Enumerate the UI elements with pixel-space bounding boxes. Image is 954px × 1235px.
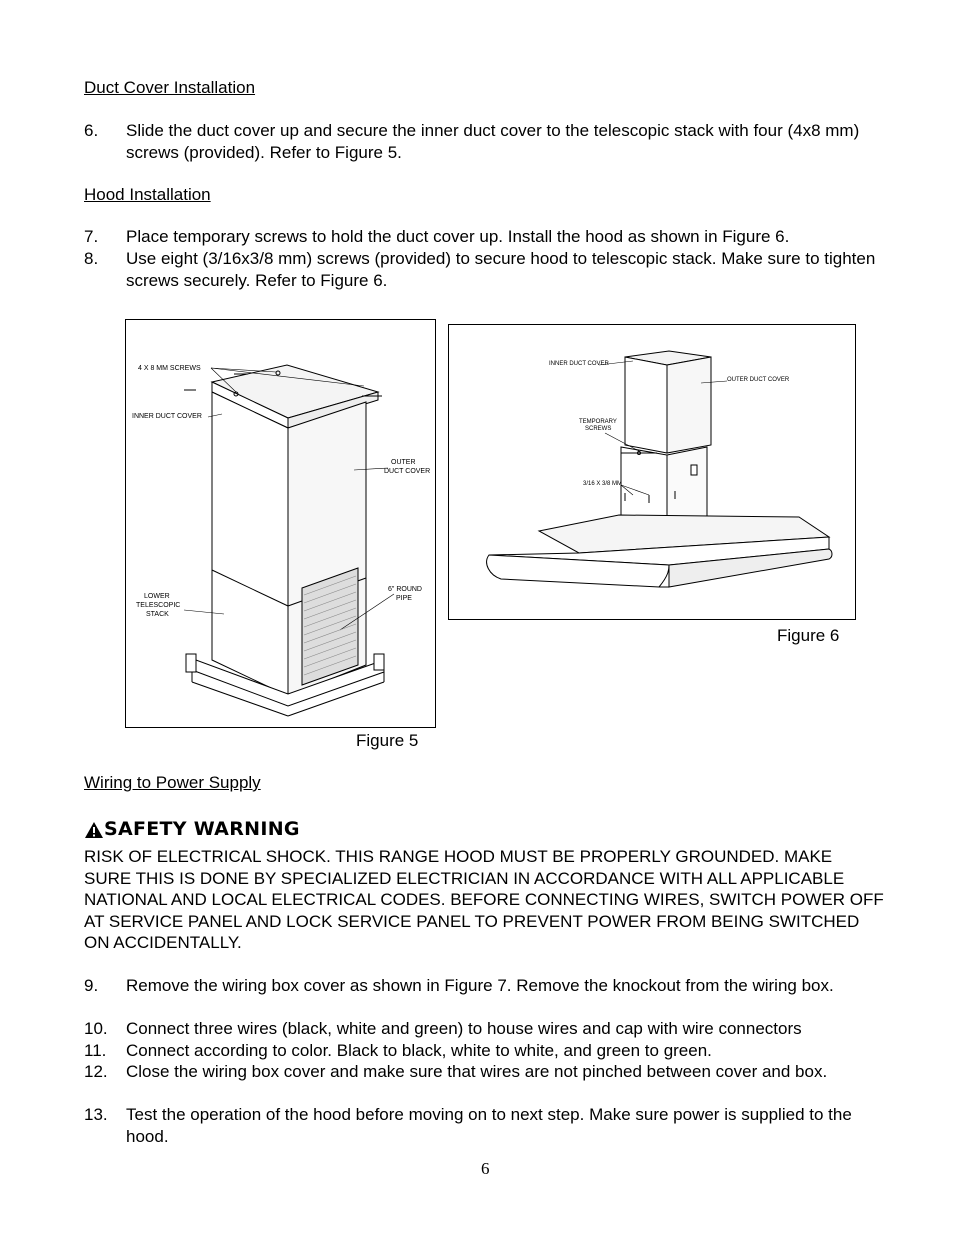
step-number: 9. bbox=[84, 976, 99, 995]
label-lower-2: TELESCOPIC bbox=[136, 602, 181, 609]
figure-6-illustration bbox=[449, 325, 855, 619]
step-text: Close the wiring box cover and make sure that wires are not pinched between cover and box. bbox=[126, 1062, 828, 1081]
label-screws: SCREWS bbox=[585, 426, 612, 432]
heading-duct-cover: Duct Cover Installation bbox=[84, 78, 256, 97]
label-4x8-screws: 4 X 8 MM SCREWS bbox=[138, 365, 201, 372]
heading-hood-installation: Hood Installation bbox=[84, 185, 211, 204]
step-number: 7. bbox=[84, 227, 99, 246]
label-outer-1: OUTER bbox=[391, 459, 416, 466]
label-outer-2: DUCT COVER bbox=[384, 468, 431, 475]
step-number: 6. bbox=[84, 121, 99, 140]
figure-5-illustration bbox=[126, 320, 435, 727]
step-number: 11. bbox=[84, 1041, 107, 1060]
label-3-16-screws: 3/16 X 3/8 MM bbox=[583, 481, 623, 487]
figure-6-hood-drawing bbox=[448, 324, 856, 620]
step-text: Connect three wires (black, white and green) to house wires and cap with wire connectors bbox=[126, 1019, 802, 1038]
figure-5-duct-cover-drawing bbox=[125, 319, 436, 728]
warning-title-text: SAFETY WARNING bbox=[104, 818, 300, 840]
figure-6-caption: Figure 6 bbox=[777, 626, 840, 645]
step-number: 8. bbox=[84, 249, 99, 268]
label-temporary: TEMPORARY bbox=[579, 419, 617, 425]
heading-wiring: Wiring to Power Supply bbox=[84, 773, 261, 792]
step-text: Place temporary screws to hold the duct cover up. Install the hood as shown in Figure 6. bbox=[126, 227, 790, 246]
step-number: 12. bbox=[84, 1062, 108, 1081]
label-outer-duct-cover: OUTER DUCT COVER bbox=[727, 377, 790, 383]
step-text: Connect according to color. Black to black, white to white, and green to green. bbox=[126, 1041, 712, 1060]
label-lower-3: STACK bbox=[146, 611, 169, 618]
step-text: Slide the duct cover up and secure the inner duct cover to the telescopic stack with four (4x8 mm) screws (provided). Refer to Figure 5. bbox=[126, 121, 860, 162]
step-number: 10. bbox=[84, 1019, 108, 1038]
figure-5-caption: Figure 5 bbox=[356, 731, 419, 750]
step-text: Test the operation of the hood before moving on to next step. Make sure power is supplied to the hood. bbox=[126, 1105, 852, 1146]
step-number: 13. bbox=[84, 1105, 108, 1124]
warning-triangle-icon bbox=[84, 821, 104, 839]
safety-warning-text: RISK OF ELECTRICAL SHOCK. THIS RANGE HOOD MUST BE PROPERLY GROUNDED. MAKE SURE THIS IS DONE BY SPECIALIZED ELECTRICIAN IN ACCORDANCE WITH ALL APPLICABLE NATIONAL AND LOCAL ELECTRICAL CODES. BEFORE CONNECTING WIRES, SWITCH POWER OFF AT SERVICE PANEL AND LOCK SERVICE PANEL TO PREVENT POWER FROM BEING SWITCHED ON ACCIDENTALLY. bbox=[84, 847, 884, 952]
step-text: Remove the wiring box cover as shown in Figure 7. Remove the knockout from the wiring box. bbox=[126, 976, 834, 995]
label-inner-duct-cover: INNER DUCT COVER bbox=[549, 361, 609, 367]
label-pipe-1: 6" ROUND bbox=[388, 586, 422, 593]
label-lower-1: LOWER bbox=[144, 593, 170, 600]
page-number: 6 bbox=[481, 1159, 490, 1178]
step-text: Use eight (3/16x3/8 mm) screws (provided) to secure hood to telescopic stack. Make sure to tighten screws securely. Refer to Figure 6. bbox=[126, 249, 876, 290]
label-pipe-2: PIPE bbox=[396, 595, 412, 602]
label-inner-duct-cover: INNER DUCT COVER bbox=[132, 413, 202, 420]
safety-warning-title bbox=[84, 819, 300, 841]
